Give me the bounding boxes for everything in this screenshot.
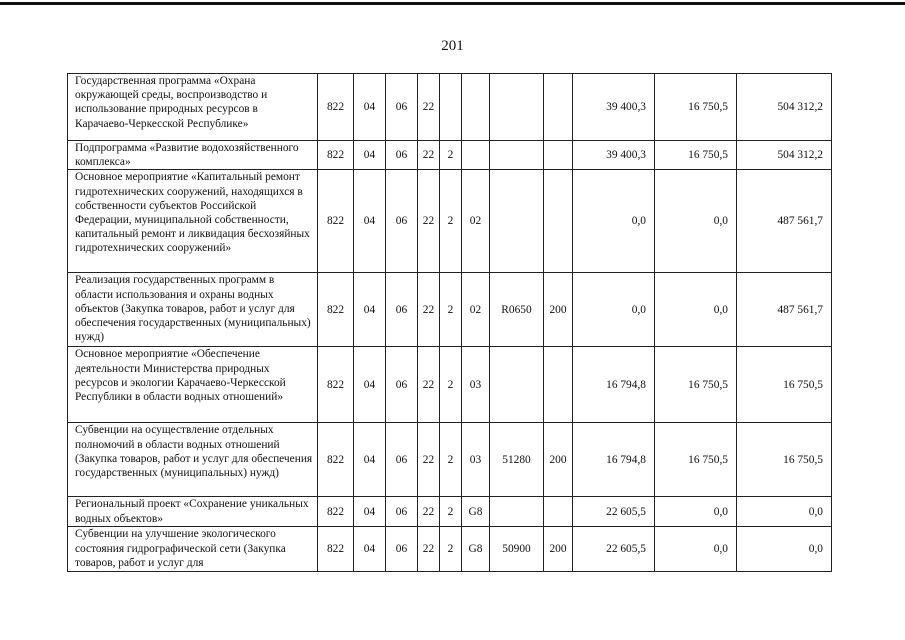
cell-v1: 39 400,3 bbox=[573, 74, 655, 141]
cell-c7: 50900 bbox=[490, 527, 544, 572]
cell-c8 bbox=[544, 170, 573, 273]
cell-c4: 22 bbox=[418, 170, 440, 273]
cell-v2: 16 750,5 bbox=[655, 423, 737, 497]
cell-v2: 16 750,5 bbox=[655, 74, 737, 141]
cell-v1: 39 400,3 bbox=[573, 141, 655, 170]
cell-c2: 04 bbox=[354, 141, 386, 170]
cell-c5: 2 bbox=[440, 347, 462, 423]
cell-c6 bbox=[462, 141, 490, 170]
cell-name: Основное мероприятие «Капитальный ремонт гидротехнических сооружений, находящихся в собственности субъектов Российской Федерации, муниципальной собственности, капитальный ремонт и ликвидация бесхозяйных гидротехнических сооружений» bbox=[68, 170, 318, 273]
cell-c5: 2 bbox=[440, 170, 462, 273]
cell-v3: 487 561,7 bbox=[737, 170, 832, 273]
cell-c8: 200 bbox=[544, 527, 573, 572]
table-row bbox=[68, 527, 832, 572]
cell-c4: 22 bbox=[418, 347, 440, 423]
cell-c3: 06 bbox=[386, 497, 418, 527]
cell-v3: 16 750,5 bbox=[737, 423, 832, 497]
cell-c2: 04 bbox=[354, 170, 386, 273]
cell-v2: 16 750,5 bbox=[655, 347, 737, 423]
cell-v1: 22 605,5 bbox=[573, 497, 655, 527]
cell-c3: 06 bbox=[386, 347, 418, 423]
table-row bbox=[68, 74, 832, 141]
cell-c8: 200 bbox=[544, 423, 573, 497]
cell-name: Государственная программа «Охрана окружающей среды, воспроизводство и использование природных ресурсов в Карачаево-Черкесской Республике» bbox=[68, 74, 318, 141]
cell-c8 bbox=[544, 497, 573, 527]
budget-table bbox=[67, 73, 832, 572]
cell-v1: 0,0 bbox=[573, 273, 655, 347]
cell-c4: 22 bbox=[418, 74, 440, 141]
table-row bbox=[68, 347, 832, 423]
cell-c7 bbox=[490, 497, 544, 527]
cell-c6: 02 bbox=[462, 170, 490, 273]
cell-c2: 04 bbox=[354, 74, 386, 141]
cell-c8 bbox=[544, 74, 573, 141]
cell-v3: 0,0 bbox=[737, 497, 832, 527]
cell-c3: 06 bbox=[386, 273, 418, 347]
table-row bbox=[68, 170, 832, 273]
cell-c7 bbox=[490, 141, 544, 170]
cell-c1: 822 bbox=[318, 527, 354, 572]
cell-c7 bbox=[490, 347, 544, 423]
cell-c7 bbox=[490, 170, 544, 273]
cell-name: Основное мероприятие «Обеспечение деятельности Министерства природных ресурсов и экологии Карачаево-Черкесской Республики в области водных отношений» bbox=[68, 347, 318, 423]
cell-v2: 16 750,5 bbox=[655, 141, 737, 170]
cell-name: Субвенции на улучшение экологического состояния гидрографической сети (Закупка товаров, работ и услуг для bbox=[68, 527, 318, 572]
cell-c8 bbox=[544, 141, 573, 170]
cell-c6: 03 bbox=[462, 423, 490, 497]
cell-c3: 06 bbox=[386, 423, 418, 497]
cell-c6: 02 bbox=[462, 273, 490, 347]
cell-v2: 0,0 bbox=[655, 273, 737, 347]
cell-v1: 16 794,8 bbox=[573, 423, 655, 497]
table-row bbox=[68, 141, 832, 170]
cell-c7: R0650 bbox=[490, 273, 544, 347]
cell-c7: 51280 bbox=[490, 423, 544, 497]
cell-v3: 487 561,7 bbox=[737, 273, 832, 347]
cell-c5: 2 bbox=[440, 273, 462, 347]
table-row bbox=[68, 273, 832, 347]
cell-c1: 822 bbox=[318, 423, 354, 497]
cell-c1: 822 bbox=[318, 273, 354, 347]
cell-c6 bbox=[462, 74, 490, 141]
cell-c2: 04 bbox=[354, 423, 386, 497]
cell-c4: 22 bbox=[418, 141, 440, 170]
page-number: 201 bbox=[441, 38, 464, 54]
cell-v1: 16 794,8 bbox=[573, 347, 655, 423]
cell-c8: 200 bbox=[544, 273, 573, 347]
cell-c7 bbox=[490, 74, 544, 141]
cell-v3: 504 312,2 bbox=[737, 141, 832, 170]
cell-v2: 0,0 bbox=[655, 170, 737, 273]
cell-v1: 0,0 bbox=[573, 170, 655, 273]
cell-c1: 822 bbox=[318, 74, 354, 141]
table-row bbox=[68, 423, 832, 497]
cell-c1: 822 bbox=[318, 170, 354, 273]
cell-c4: 22 bbox=[418, 423, 440, 497]
cell-c3: 06 bbox=[386, 74, 418, 141]
top-border-line bbox=[0, 2, 905, 5]
cell-v3: 504 312,2 bbox=[737, 74, 832, 141]
cell-v2: 0,0 bbox=[655, 527, 737, 572]
cell-c5: 2 bbox=[440, 527, 462, 572]
cell-v3: 16 750,5 bbox=[737, 347, 832, 423]
cell-c3: 06 bbox=[386, 170, 418, 273]
cell-c8 bbox=[544, 347, 573, 423]
cell-c6: G8 bbox=[462, 527, 490, 572]
cell-c3: 06 bbox=[386, 141, 418, 170]
cell-c5: 2 bbox=[440, 423, 462, 497]
cell-c2: 04 bbox=[354, 347, 386, 423]
cell-c4: 22 bbox=[418, 527, 440, 572]
cell-c4: 22 bbox=[418, 273, 440, 347]
cell-c6: 03 bbox=[462, 347, 490, 423]
cell-name: Реализация государственных программ в области использования и охраны водных объектов (Закупка товаров, работ и услуг для обеспечения государственных (муниципальных) нужд) bbox=[68, 273, 318, 347]
table-row bbox=[68, 497, 832, 527]
cell-c4: 22 bbox=[418, 497, 440, 527]
cell-c5 bbox=[440, 74, 462, 141]
cell-name: Региональный проект «Сохранение уникальных водных объектов» bbox=[68, 497, 318, 527]
cell-c5: 2 bbox=[440, 141, 462, 170]
cell-v3: 0,0 bbox=[737, 527, 832, 572]
cell-c1: 822 bbox=[318, 347, 354, 423]
cell-c6: G8 bbox=[462, 497, 490, 527]
cell-v1: 22 605,5 bbox=[573, 527, 655, 572]
cell-c1: 822 bbox=[318, 497, 354, 527]
cell-c2: 04 bbox=[354, 527, 386, 572]
cell-name: Подпрограмма «Развитие водохозяйственного комплекса» bbox=[68, 141, 318, 170]
cell-c5: 2 bbox=[440, 497, 462, 527]
cell-c1: 822 bbox=[318, 141, 354, 170]
cell-name: Субвенции на осуществление отдельных полномочий в области водных отношений (Закупка товаров, работ и услуг для обеспечения государственных (муниципальных) нужд) bbox=[68, 423, 318, 497]
cell-c2: 04 bbox=[354, 273, 386, 347]
cell-c3: 06 bbox=[386, 527, 418, 572]
cell-c2: 04 bbox=[354, 497, 386, 527]
cell-v2: 0,0 bbox=[655, 497, 737, 527]
